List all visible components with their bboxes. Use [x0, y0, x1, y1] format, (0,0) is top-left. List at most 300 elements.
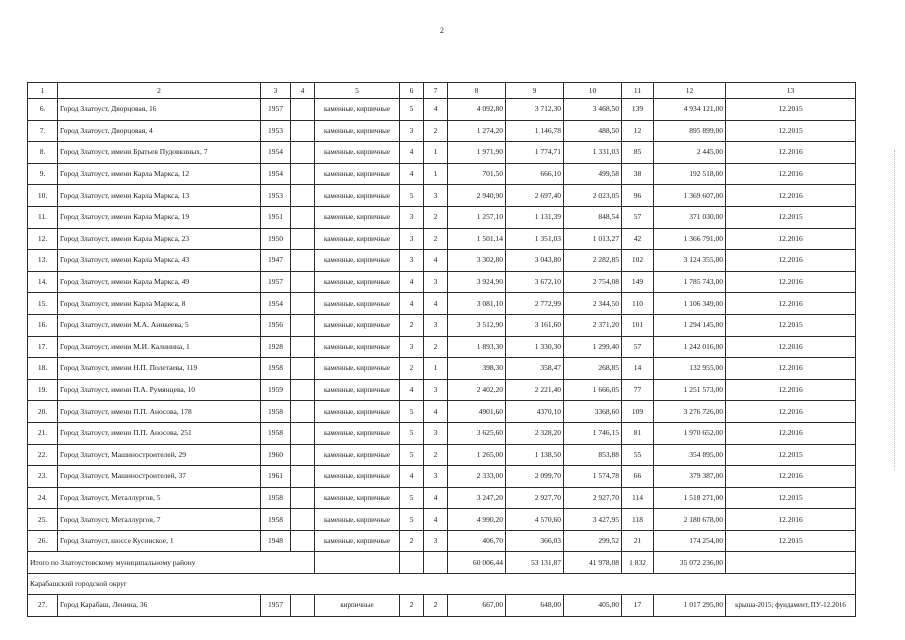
table-row [28, 444, 856, 466]
area-cell: 358,47 [506, 358, 564, 380]
cost-cell: 1 017 295,00 [654, 595, 726, 617]
area-cell: 3 427,95 [564, 509, 622, 531]
table-row [28, 185, 856, 207]
cost-cell: 1 518 271,00 [654, 487, 726, 509]
material-cell: каменные, кирпичные [315, 422, 400, 444]
address-cell: Город Златоуст, Дворцовая, 4 [58, 120, 261, 142]
cost-cell: 895 899,00 [654, 120, 726, 142]
year-cell: 1954 [261, 163, 291, 185]
entrances-cell: 4 [424, 293, 448, 315]
residents-cell: 21 [622, 530, 654, 552]
year-cell: 1950 [261, 228, 291, 250]
empty-cell [291, 142, 315, 164]
area-cell: 4901,60 [448, 401, 506, 423]
empty-cell [291, 336, 315, 358]
empty-cell [291, 293, 315, 315]
empty-cell [291, 250, 315, 272]
area-cell: 366,03 [506, 530, 564, 552]
address-cell: Город Златоуст, имени Карла Маркса, 12 [58, 163, 261, 185]
material-cell: каменные, кирпичные [315, 228, 400, 250]
table-row [28, 336, 856, 358]
area-cell: 3 161,60 [506, 314, 564, 336]
year-cell: 1954 [261, 293, 291, 315]
floors-cell: 5 [400, 99, 424, 121]
residents-cell: 109 [622, 401, 654, 423]
area-cell: 648,00 [506, 595, 564, 617]
empty-cell [424, 552, 448, 574]
cost-cell: 1 106 349,00 [654, 293, 726, 315]
area-cell: 299,52 [564, 530, 622, 552]
date-cell: 12.2015 [726, 314, 856, 336]
empty-cell [291, 163, 315, 185]
table-row [28, 99, 856, 121]
material-cell: каменные, кирпичные [315, 250, 400, 272]
total-residents: 1 832 [622, 552, 654, 574]
address-cell: Город Златоуст, имени П.А. Румянцева, 10 [58, 379, 261, 401]
date-cell: крыша-2015; фундамент, ПУ-12.2016 [726, 595, 856, 617]
date-cell: 12.2015 [726, 99, 856, 121]
area-cell: 268,85 [564, 358, 622, 380]
floors-cell: 3 [400, 120, 424, 142]
table-row [28, 206, 856, 228]
entrances-cell: 2 [424, 444, 448, 466]
address-cell: Город Златоуст, имени Карла Маркса, 8 [58, 293, 261, 315]
area-cell: 1 971,90 [448, 142, 506, 164]
section-row [28, 574, 856, 595]
area-cell: 2 754,08 [564, 271, 622, 293]
area-cell: 1 351,03 [506, 228, 564, 250]
area-cell: 3 302,80 [448, 250, 506, 272]
column-number: 13 [726, 83, 856, 99]
table-row [28, 422, 856, 444]
material-cell: каменные, кирпичные [315, 293, 400, 315]
address-cell: Город Златоуст, имени Карла Маркса, 23 [58, 228, 261, 250]
year-cell: 1958 [261, 422, 291, 444]
entrances-cell: 1 [424, 142, 448, 164]
date-cell: 12.2016 [726, 271, 856, 293]
year-cell: 1958 [261, 401, 291, 423]
material-cell: каменные, кирпичные [315, 530, 400, 552]
material-cell: каменные, кирпичные [315, 336, 400, 358]
address-cell: Город Златоуст, имени Карла Маркса, 49 [58, 271, 261, 293]
year-cell: 1953 [261, 120, 291, 142]
area-cell: 3 924,90 [448, 271, 506, 293]
area-cell: 3 672,10 [506, 271, 564, 293]
date-cell: 12.2016 [726, 379, 856, 401]
area-cell: 2 697,40 [506, 185, 564, 207]
area-cell: 3 081,10 [448, 293, 506, 315]
cost-cell: 1 251 573,00 [654, 379, 726, 401]
cost-cell: 1 970 652,00 [654, 422, 726, 444]
cost-cell: 1 369 607,00 [654, 185, 726, 207]
material-cell: каменные, кирпичные [315, 358, 400, 380]
area-cell: 2 282,85 [564, 250, 622, 272]
area-cell: 666,10 [506, 163, 564, 185]
area-cell: 2 927,70 [506, 487, 564, 509]
entrances-cell: 3 [424, 466, 448, 488]
floors-cell: 2 [400, 530, 424, 552]
residents-cell: 42 [622, 228, 654, 250]
column-number: 5 [315, 83, 400, 99]
row-number: 19. [28, 379, 58, 401]
cost-cell: 4 934 121,00 [654, 99, 726, 121]
date-cell: 12.2016 [726, 142, 856, 164]
material-cell: каменные, кирпичные [315, 466, 400, 488]
total-area: 53 131,87 [506, 552, 564, 574]
row-number: 21. [28, 422, 58, 444]
row-number: 15. [28, 293, 58, 315]
floors-cell: 3 [400, 206, 424, 228]
floors-cell: 5 [400, 422, 424, 444]
area-cell: 3368,60 [564, 401, 622, 423]
row-number: 8. [28, 142, 58, 164]
area-cell: 2 221,40 [506, 379, 564, 401]
entrances-cell: 2 [424, 228, 448, 250]
entrances-cell: 2 [424, 336, 448, 358]
area-cell: 3 512,90 [448, 314, 506, 336]
column-number: 11 [622, 83, 654, 99]
table-row [28, 314, 856, 336]
residents-cell: 57 [622, 206, 654, 228]
area-cell: 4 990,20 [448, 509, 506, 531]
area-cell: 2 371,20 [564, 314, 622, 336]
cost-cell: 1 242 016,00 [654, 336, 726, 358]
residents-cell: 96 [622, 185, 654, 207]
date-cell: 12.2015 [726, 444, 856, 466]
row-number: 24. [28, 487, 58, 509]
floors-cell: 5 [400, 509, 424, 531]
area-cell: 1 331,03 [564, 142, 622, 164]
address-cell: Город Златоуст, имени Карла Маркса, 13 [58, 185, 261, 207]
residents-cell: 57 [622, 336, 654, 358]
date-cell: 12.2016 [726, 358, 856, 380]
residents-cell: 85 [622, 142, 654, 164]
row-number: 25. [28, 509, 58, 531]
address-cell: Город Карабаш, Ленина, 36 [58, 595, 261, 617]
floors-cell: 3 [400, 228, 424, 250]
residents-cell: 114 [622, 487, 654, 509]
cost-cell: 379 387,00 [654, 466, 726, 488]
row-number: 12. [28, 228, 58, 250]
area-cell: 1 299,40 [564, 336, 622, 358]
page-number: 2 [440, 26, 444, 35]
area-cell: 2 328,20 [506, 422, 564, 444]
area-cell: 1 257,10 [448, 206, 506, 228]
area-cell: 2 927,70 [564, 487, 622, 509]
table-row [28, 401, 856, 423]
row-number: 27. [28, 595, 58, 617]
residents-cell: 102 [622, 250, 654, 272]
material-cell: каменные, кирпичные [315, 142, 400, 164]
area-cell: 4370,10 [506, 401, 564, 423]
area-cell: 3 043,80 [506, 250, 564, 272]
entrances-cell: 4 [424, 401, 448, 423]
residents-cell: 81 [622, 422, 654, 444]
year-cell: 1951 [261, 206, 291, 228]
cost-cell: 174 254,00 [654, 530, 726, 552]
column-number: 10 [564, 83, 622, 99]
area-cell: 1 138,50 [506, 444, 564, 466]
date-cell: 12.2016 [726, 250, 856, 272]
entrances-cell: 4 [424, 99, 448, 121]
area-cell: 1 265,00 [448, 444, 506, 466]
empty-cell [291, 99, 315, 121]
floors-cell: 5 [400, 444, 424, 466]
address-cell: Город Златоуст, Металлургов, 5 [58, 487, 261, 509]
empty-cell [291, 530, 315, 552]
residents-cell: 101 [622, 314, 654, 336]
empty-cell [291, 401, 315, 423]
address-cell: Город Златоуст, Машиностроителей, 29 [58, 444, 261, 466]
address-cell: Город Златоуст, Металлургов, 7 [58, 509, 261, 531]
material-cell: каменные, кирпичные [315, 401, 400, 423]
residents-cell: 118 [622, 509, 654, 531]
floors-cell: 4 [400, 379, 424, 401]
empty-cell [291, 314, 315, 336]
residents-cell: 66 [622, 466, 654, 488]
material-cell: каменные, кирпичные [315, 379, 400, 401]
area-cell: 1 893,30 [448, 336, 506, 358]
empty-cell [291, 358, 315, 380]
floors-cell: 2 [400, 595, 424, 617]
entrances-cell: 2 [424, 120, 448, 142]
area-cell: 1 501,14 [448, 228, 506, 250]
date-cell: 12.2015 [726, 487, 856, 509]
row-number: 14. [28, 271, 58, 293]
area-cell: 1 274,20 [448, 120, 506, 142]
empty-cell [291, 422, 315, 444]
table-row [28, 293, 856, 315]
cost-cell: 1 366 791,00 [654, 228, 726, 250]
empty-cell [291, 595, 315, 617]
floors-cell: 5 [400, 185, 424, 207]
material-cell: каменные, кирпичные [315, 99, 400, 121]
area-cell: 2 402,20 [448, 379, 506, 401]
cost-cell: 2 445,00 [654, 142, 726, 164]
year-cell: 1953 [261, 185, 291, 207]
material-cell: каменные, кирпичные [315, 444, 400, 466]
date-cell: 12.2015 [726, 530, 856, 552]
year-cell: 1960 [261, 444, 291, 466]
area-cell: 848,54 [564, 206, 622, 228]
residents-cell: 17 [622, 595, 654, 617]
address-cell: Город Златоуст, имени Н.П. Полетаева, 119 [58, 358, 261, 380]
total-cost: 35 072 236,00 [654, 552, 726, 574]
empty-cell [400, 552, 424, 574]
table-row [28, 379, 856, 401]
date-cell: 12.2016 [726, 509, 856, 531]
area-cell: 2 023,05 [564, 185, 622, 207]
row-number: 6. [28, 99, 58, 121]
area-cell: 2 344,50 [564, 293, 622, 315]
cost-cell: 132 955,00 [654, 358, 726, 380]
year-cell: 1947 [261, 250, 291, 272]
date-cell: 12.2016 [726, 293, 856, 315]
column-number: 3 [261, 83, 291, 99]
row-number: 20. [28, 401, 58, 423]
row-number: 26. [28, 530, 58, 552]
total-area: 41 978,08 [564, 552, 622, 574]
area-cell: 2 940,90 [448, 185, 506, 207]
table-row [28, 163, 856, 185]
area-cell: 1 666,05 [564, 379, 622, 401]
row-number: 18. [28, 358, 58, 380]
table-row [28, 509, 856, 531]
address-cell: Город Златоуст, Машиностроителей, 37 [58, 466, 261, 488]
table-row [28, 487, 856, 509]
entrances-cell: 4 [424, 487, 448, 509]
address-cell: Город Златоуст, имени М.И. Калинина, 1 [58, 336, 261, 358]
table-body [28, 83, 856, 617]
empty-cell [291, 206, 315, 228]
floors-cell: 5 [400, 401, 424, 423]
year-cell: 1956 [261, 314, 291, 336]
entrances-cell: 1 [424, 358, 448, 380]
year-cell: 1958 [261, 509, 291, 531]
address-cell: Город Златоуст, имени Карла Маркса, 19 [58, 206, 261, 228]
table-row [28, 142, 856, 164]
area-cell: 1 330,30 [506, 336, 564, 358]
floors-cell: 5 [400, 487, 424, 509]
area-cell: 2 333,00 [448, 466, 506, 488]
section-title: Карабашский городской округ [28, 574, 856, 595]
address-cell: Город Златоуст, имени М.А. Аникеева, 5 [58, 314, 261, 336]
column-number: 1 [28, 83, 58, 99]
cost-cell: 3 124 355,00 [654, 250, 726, 272]
column-number: 8 [448, 83, 506, 99]
residents-cell: 55 [622, 444, 654, 466]
year-cell: 1958 [261, 487, 291, 509]
entrances-cell: 2 [424, 595, 448, 617]
table-row [28, 530, 856, 552]
floors-cell: 2 [400, 358, 424, 380]
date-cell: 12.2015 [726, 206, 856, 228]
cost-cell: 354 895,00 [654, 444, 726, 466]
address-cell: Город Златоуст, имени П.П. Аносова, 178 [58, 401, 261, 423]
row-number: 16. [28, 314, 58, 336]
column-number: 9 [506, 83, 564, 99]
year-cell: 1959 [261, 379, 291, 401]
table-row [28, 595, 856, 617]
empty-cell [726, 552, 856, 574]
date-cell: 12.2016 [726, 336, 856, 358]
empty-cell [291, 487, 315, 509]
total-label: Итого по Златоустовскому муниципальному району [28, 552, 315, 574]
cost-cell: 3 276 726,00 [654, 401, 726, 423]
area-cell: 2 772,99 [506, 293, 564, 315]
area-cell: 1 131,39 [506, 206, 564, 228]
table-row [28, 466, 856, 488]
date-cell: 12.2016 [726, 228, 856, 250]
material-cell: каменные, кирпичные [315, 271, 400, 293]
area-cell: 406,70 [448, 530, 506, 552]
area-cell: 3 625,60 [448, 422, 506, 444]
cost-cell: 1 785 743,00 [654, 271, 726, 293]
area-cell: 1 774,71 [506, 142, 564, 164]
residents-cell: 38 [622, 163, 654, 185]
material-cell: каменные, кирпичные [315, 487, 400, 509]
column-number: 4 [291, 83, 315, 99]
entrances-cell: 3 [424, 314, 448, 336]
floors-cell: 4 [400, 271, 424, 293]
cost-cell: 371 030,00 [654, 206, 726, 228]
floors-cell: 3 [400, 336, 424, 358]
column-number: 7 [424, 83, 448, 99]
date-cell: 12.2016 [726, 422, 856, 444]
floors-cell: 3 [400, 250, 424, 272]
address-cell: Город Златоуст, имени Братьев Пудовкиных, 7 [58, 142, 261, 164]
year-cell: 1957 [261, 595, 291, 617]
date-cell: 12.2016 [726, 185, 856, 207]
cost-cell: 1 294 145,00 [654, 314, 726, 336]
entrances-cell: 3 [424, 271, 448, 293]
column-number: 12 [654, 83, 726, 99]
residents-cell: 110 [622, 293, 654, 315]
residents-cell: 149 [622, 271, 654, 293]
area-cell: 2 099,70 [506, 466, 564, 488]
table-row [28, 120, 856, 142]
floors-cell: 4 [400, 163, 424, 185]
area-cell: 1 746,15 [564, 422, 622, 444]
row-number: 17. [28, 336, 58, 358]
material-cell: каменные, кирпичные [315, 185, 400, 207]
margin-mark [894, 150, 897, 470]
empty-cell [291, 185, 315, 207]
material-cell: каменные, кирпичные [315, 509, 400, 531]
area-cell: 488,50 [564, 120, 622, 142]
entrances-cell: 2 [424, 206, 448, 228]
address-cell: Город Златоуст, имени П.П. Аносова, 251 [58, 422, 261, 444]
address-cell: Город Златоуст, Дворцовая, 16 [58, 99, 261, 121]
row-number: 23. [28, 466, 58, 488]
row-number: 13. [28, 250, 58, 272]
floors-cell: 4 [400, 466, 424, 488]
empty-cell [291, 444, 315, 466]
year-cell: 1948 [261, 530, 291, 552]
residents-cell: 14 [622, 358, 654, 380]
cost-cell: 192 518,00 [654, 163, 726, 185]
entrances-cell: 4 [424, 250, 448, 272]
material-cell: каменные, кирпичные [315, 206, 400, 228]
area-cell: 405,00 [564, 595, 622, 617]
header-row [28, 83, 856, 99]
year-cell: 1928 [261, 336, 291, 358]
date-cell: 12.2015 [726, 120, 856, 142]
empty-cell [315, 552, 400, 574]
entrances-cell: 3 [424, 185, 448, 207]
column-number: 2 [58, 83, 261, 99]
date-cell: 12.2016 [726, 466, 856, 488]
table-row [28, 250, 856, 272]
residents-cell: 12 [622, 120, 654, 142]
year-cell: 1957 [261, 271, 291, 293]
material-cell: кирпичные [315, 595, 400, 617]
year-cell: 1958 [261, 358, 291, 380]
floors-cell: 4 [400, 293, 424, 315]
empty-cell [291, 228, 315, 250]
area-cell: 4 092,80 [448, 99, 506, 121]
area-cell: 701,50 [448, 163, 506, 185]
row-number: 9. [28, 163, 58, 185]
entrances-cell: 4 [424, 509, 448, 531]
floors-cell: 4 [400, 142, 424, 164]
area-cell: 3 247,20 [448, 487, 506, 509]
year-cell: 1961 [261, 466, 291, 488]
cost-cell: 2 180 678,00 [654, 509, 726, 531]
residents-cell: 77 [622, 379, 654, 401]
area-cell: 667,00 [448, 595, 506, 617]
material-cell: каменные, кирпичные [315, 163, 400, 185]
